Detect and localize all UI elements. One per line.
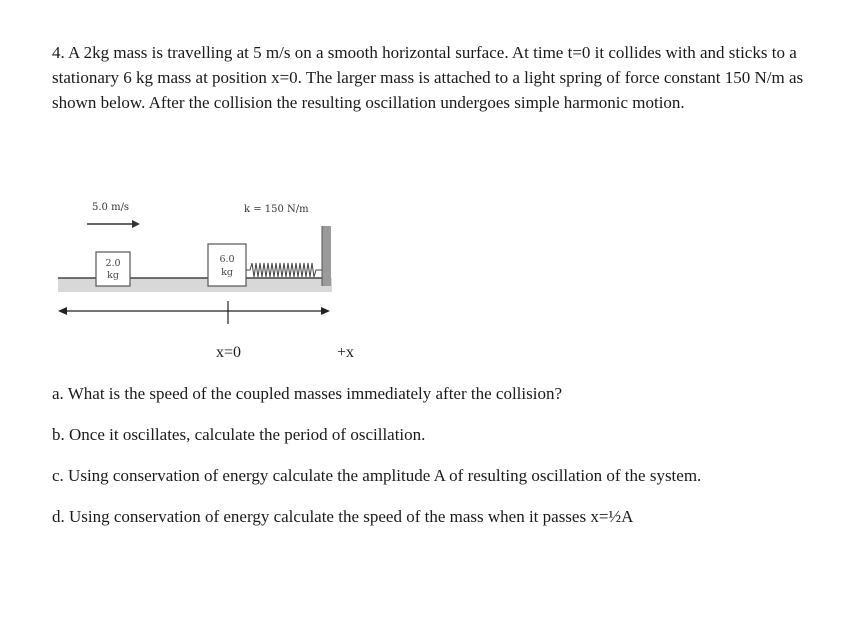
velocity-label: 5.0 m/s bbox=[92, 202, 130, 213]
axis-left-arrow-icon bbox=[58, 307, 67, 315]
question-c: c. Using conservation of energy calculate the amplitude A of resulting oscillation of the system. bbox=[52, 466, 702, 485]
large-mass-unit: kg bbox=[221, 267, 233, 278]
origin-label: x=0 bbox=[216, 344, 242, 361]
question-d: d. Using conservation of energy calculate the speed of the mass when it passes x=½A bbox=[52, 507, 634, 526]
positive-direction-label: +x bbox=[337, 344, 355, 361]
velocity-arrow-icon bbox=[87, 220, 140, 228]
spring-constant-label: k = 150 N/m bbox=[244, 204, 309, 215]
question-list bbox=[52, 383, 832, 547]
small-mass-unit: kg bbox=[107, 270, 119, 281]
small-mass-block bbox=[96, 252, 130, 286]
axis-right-arrow-icon bbox=[321, 307, 330, 315]
position-axis bbox=[58, 301, 330, 324]
question-b: b. Once it oscillates, calculate the period of oscillation. bbox=[52, 425, 426, 444]
spring-icon bbox=[246, 263, 322, 277]
small-mass-value: 2.0 bbox=[105, 258, 121, 269]
problem-statement bbox=[52, 40, 812, 115]
wall bbox=[322, 226, 331, 286]
collision-diagram bbox=[52, 190, 352, 330]
problem-text: 4. A 2kg mass is travelling at 5 m/s on a smooth horizontal surface. At time t=0 it collides with and sticks to a stationary 6 kg mass at position x=0. The larger mass is attached to a light spring of force constant 150 N/m as shown below. After the collision the resulting oscillation undergoes simple harmonic motion. bbox=[52, 43, 804, 112]
large-mass-block bbox=[208, 244, 246, 286]
question-a: a. What is the speed of the coupled masses immediately after the collision? bbox=[52, 384, 562, 403]
diagram-svg bbox=[52, 190, 352, 330]
large-mass-value: 6.0 bbox=[219, 254, 235, 265]
